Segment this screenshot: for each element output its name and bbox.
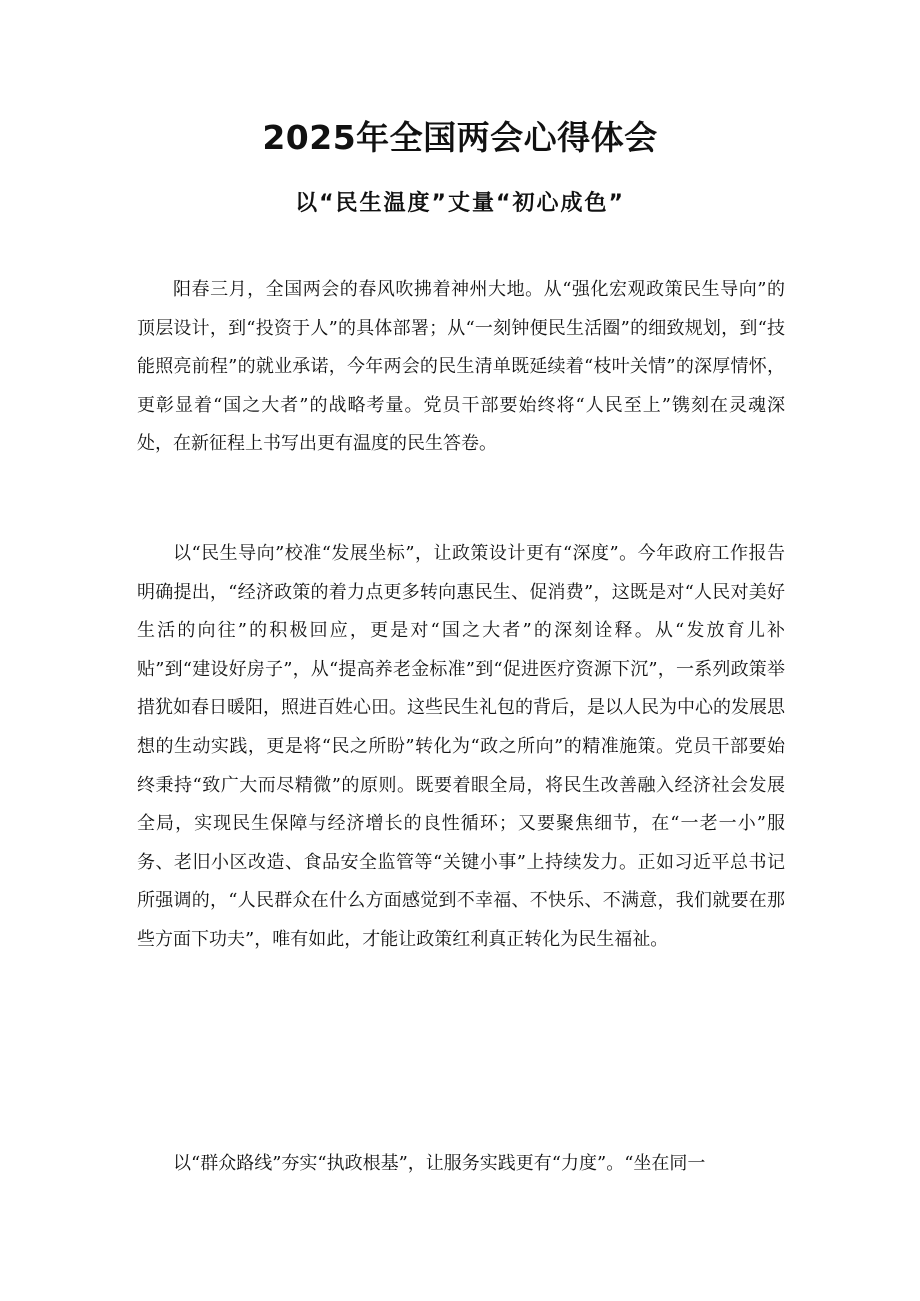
body-paragraph: 阳春三月，全国两会的春风吹拂着神州大地。从“强化宏观政策民生导向”的顶层设计，到“投资于人”的具体部署；从“一刻钟便民生活圈”的细致规划，到“技能照亮前程”的就业承诺，今年两会的民生清单既延续着“枝叶关情”的深厚情怀，更彰显着“国之大者”的战略考量。党员干部要始终将“人民至上”镌刻在灵魂深处，在新征程上书写出更有温度的民生答卷。 bbox=[137, 279, 785, 455]
document-title bbox=[0, 114, 920, 162]
title-year: 2025 bbox=[262, 118, 357, 157]
document-subtitle: 以“民生温度”丈量“初心成色” bbox=[295, 191, 625, 216]
title-text: 年全国两会心得体会 bbox=[356, 118, 658, 157]
body-paragraph: 以“民生导向”校准“发展坐标”，让政策设计更有“深度”。今年政府工作报告明确提出，“经济政策的着力点更多转向惠民生、促消费”，这既是对“人民对美好生活的向往”的积极回应，更是对“国之大者”的深刻诠释。从“发放育儿补贴”到“建设好房子”，从“提高养老金标准”到“促进医疗资源下沉”，一系列政策举措犹如春日暖阳，照进百姓心田。这些民生礼包的背后，是以人民为中心的发展思想的生动实践，更是将“民之所盼”转化为“政之所向”的精准施策。党员干部要始终秉持“致广大而尽精微”的原则。既要着眼全局，将民生改善融入经济社会发展全局，实现民生保障与经济增长的良性循环；又要聚焦细节，在“一老一小”服务、老旧小区改造、食品安全监管等“关键小事”上持续发力。正如习近平总书记所强调的，“人民群众在什么方面感觉到不幸福、不快乐、不满意，我们就要在那些方面下功夫”，唯有如此，才能让政策红利真正转化为民生福祉。 bbox=[137, 543, 785, 950]
body-paragraph: 以“群众路线”夯实“执政根基”，让服务实践更有“力度”。“坐在同一 bbox=[173, 1153, 706, 1174]
